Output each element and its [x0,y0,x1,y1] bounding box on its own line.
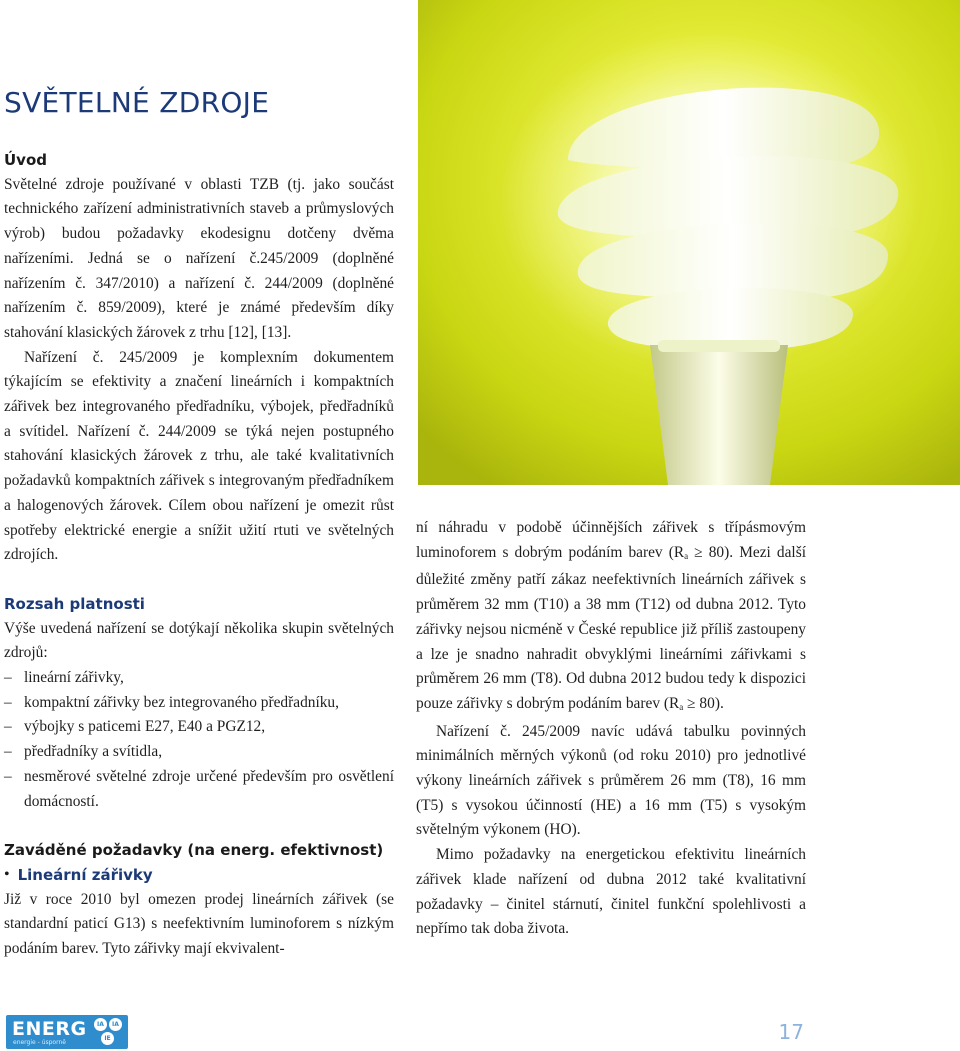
right-p1-part-c: ≥ 80). [683,694,724,712]
subscript-a-2: a [679,701,684,712]
scope-heading: Rozsah platnosti [4,594,145,613]
linear-tubes-heading: Lineární zářivky [17,865,153,884]
scope-paragraph: Výše uvedená nařízení se dotýkají několika skupin světelných zdrojů: [4,619,394,662]
right-paragraph-1 [416,516,806,720]
requirements-paragraph: Již v roce 2010 byl omezen prodej lineárních zářivek (se standardní paticí G13) s neefektivním luminoforem s nízkým podáním barev. Tyto zářivky mají ekvivalent- [4,890,394,958]
right-p1-part-b: ≥ 80). Mezi další důležité změny patří zákaz neefektivních lineárních zářivek s průměrem 32 mm (T10) a 38 mm (T12) od dubna 2012. Tyto zářivky nejsou nicméně v České republice již příliš zastoupeny a lze je snadno nahradit obvyklými lineárními zářivkami s průměrem 26 mm (T8). Od dubna 2012 budou tedy k dispozici pouze zářivky s dobrým podáním barev (R [416,543,806,712]
list-item: – kompaktní zářivky bez integrovaného předřadníku, [4,691,394,716]
right-column [416,516,806,942]
list-item: – lineární zářivky, [4,666,394,691]
logo-wordmark: ENERG [12,1018,87,1040]
subscript-a: a [684,550,689,561]
logo-badge: IE [101,1032,114,1045]
logo-badges [94,1018,124,1046]
page-number: 17 [778,1020,804,1044]
linear-tubes-subheading [4,863,394,888]
intro-paragraph-2: Nařízení č. 245/2009 je komplexním dokumentem týkajícím se efektivity a značení lineárních i kompaktních zářivek bez integrovaného předřadníku, výbojek, předřadníků a svítidel. Nařízení č. 244/2009 se týká nejen postupného stahování klasických žárovek z trhu, ale také kvalitativních požadavků kompaktních zářivek s integrovaným předřadníkem a halogenových žárovek. Cílem obou nařízení je omezit růst spotřeby elektrické energie a snížit užití rtuti ve světelných zdrojích. [4,348,394,564]
list-item: – předřadníky a svítidla, [4,740,394,765]
logo-badge: IA [94,1018,107,1031]
logo-badge: IA [109,1018,122,1031]
list-item: – výbojky s paticemi E27, E40 a PGZ12, [4,715,394,740]
right-paragraph-2: Nařízení č. 245/2009 navíc udává tabulku povinných minimálních měrných výkonů (od roku 2010) pro jednotlivé výkony lineárních zářivek s průměrem 26 mm (T8), 16 mm (T5) s vysokou účinností (HE) a 16 mm (T5) s vysokým světelným výkonem (HO). [416,722,806,839]
page-title: SVĚTELNÉ ZDROJE [4,86,270,119]
cfl-bulb-illustration [418,0,960,485]
energ-logo [6,1015,128,1049]
bullet-icon: • [4,866,10,884]
intro-paragraph-1: Světelné zdroje používané v oblasti TZB (tj. jako součást technického zařízení administrativních staveb a průmyslových výrob) budou požadavky ekodesignu dotčeny dvěma nařízeními. Jedná se o nařízení č.245/2009 (doplněné nařízením č. 347/2010) a nařízení č. 244/2009 (doplněné nařízením č. 859/2009), které je známé především díky stahování klasických žárovek z trhu [12], [13]. [4,175,394,341]
logo-tagline: energie - úsporně [13,1039,66,1046]
intro-heading: Úvod [4,151,48,169]
cfl-bulb-photo [418,0,960,485]
right-paragraph-3: Mimo požadavky na energetickou efektivitu lineárních zářivek klade nařízení od dubna 2012 také kvalitativní požadavky – činitel stárnutí, činitel funkční spolehlivosti a nepřímo tak doba života. [416,846,806,938]
left-column [4,148,394,962]
list-item: – nesměrové světelné zdroje určené především pro osvětlení domácností. [4,765,394,814]
right-p1-part-a: ní náhradu v podobě účinnějších zářivek s třípásmovým luminoforem s dobrým podáním barev (R [416,519,806,561]
requirements-heading: Zaváděné požadavky (na energ. efektivnost) [4,841,384,860]
scope-list [4,666,394,814]
